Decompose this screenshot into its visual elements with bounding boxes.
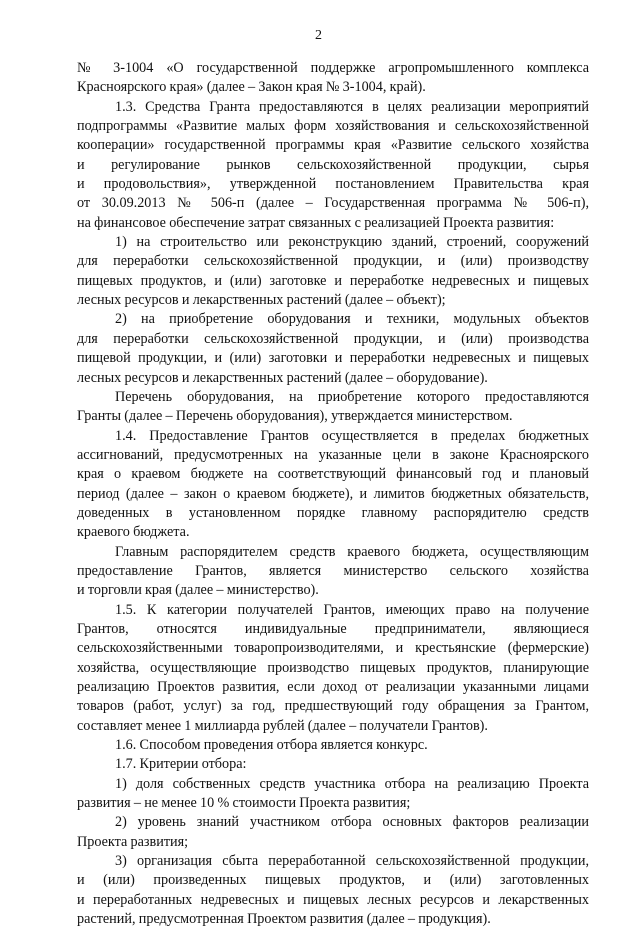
text-line: кооперации» государственной программы края «Развитие сельского хозяйства <box>77 137 589 154</box>
text-line: на финансовое обеспечение затрат связанных с реализацией Проекта развития: <box>77 214 555 231</box>
text-line: развития – не менее 10 % стоимости Проекта развития; <box>77 795 411 812</box>
text-line: 1.6. Способом проведения отбора является конкурс. <box>115 737 428 754</box>
text-line: хозяйства, осуществляющие производство пищевых продуктов, планирующие <box>77 659 589 676</box>
text-line: 1.4. Предоставление Грантов осуществляется в пределах бюджетных <box>115 427 589 444</box>
text-line: 3) организация сбыта переработанной сельскохозяйственной продукции, <box>115 853 589 870</box>
text-line: 2) уровень знаний участником отбора основных факторов реализации <box>115 814 589 831</box>
text-line: Перечень оборудования, на приобретение которого предоставляются <box>115 388 589 405</box>
text-line: для переработки сельскохозяйственной продукции, и (или) производства <box>77 330 589 347</box>
text-line: пищевой продукции, и (или) заготовки и переработки недревесных и пищевых <box>77 350 589 367</box>
text-line: доведенных в установленном порядке главному распорядителю средств <box>77 504 589 521</box>
page-number: 2 <box>315 28 322 43</box>
text-line: и регулирование рынков сельскохозяйственной продукции, сырья <box>77 156 589 173</box>
text-line: сельскохозяйственными товаропроизводителями, и крестьянские (фермерские) <box>77 640 589 657</box>
text-line: краевого бюджета. <box>77 524 190 541</box>
text-line: и переработанных недревесных и пищевых лесных ресурсов и лекарственных <box>77 891 589 908</box>
text-line: лесных ресурсов и лекарственных растений (далее – оборудование). <box>77 369 488 386</box>
text-line: 1.7. Критерии отбора: <box>115 756 247 773</box>
text-line: 1.5. К категории получателей Грантов, имеющих право на получение <box>115 601 589 618</box>
text-line: Проекта развития; <box>77 833 189 850</box>
text-line: Главным распорядителем средств краевого бюджета, осуществляющим <box>115 543 589 560</box>
text-line: реализацию Проектов развития, если доход от реализации указанными лицами <box>77 679 589 695</box>
text-line: пищевых продуктов, и (или) заготовке и переработке недревесных и пищевых <box>77 272 589 289</box>
text-line: и продовольствия», утвержденной постановлением Правительства края <box>77 176 589 193</box>
text-line: 1) доля собственных средств участника отбора на реализацию Проекта <box>115 775 589 792</box>
text-line: подпрограммы «Развитие малых форм хозяйствования и сельскохозяйственной <box>77 118 589 135</box>
text-line: период (далее – закон о краевом бюджете), и лимитов бюджетных обязательств, <box>77 485 589 502</box>
text-line: Грантов, относятся индивидуальные предприниматели, являющиеся <box>77 620 589 637</box>
text-line: и торговли края (далее – министерство). <box>77 582 319 599</box>
text-line: края о краевом бюджете на соответствующий финансовый год и плановый <box>77 466 589 483</box>
text-line: Красноярского края» (далее – Закон края № 3-1004, край). <box>77 79 426 96</box>
text-line: товаров (работ, услуг) за год, предшествующий году обращения за Грантом, <box>77 698 589 715</box>
text-line: 1) на строительство или реконструкцию зданий, строений, сооружений <box>115 234 589 251</box>
text-line: 1.3. Средства Гранта предоставляются в целях реализации мероприятий <box>115 98 589 115</box>
text-line: 2) на приобретение оборудования и техники, модульных объектов <box>115 311 589 328</box>
text-line: лесных ресурсов и лекарственных растений (далее – объект); <box>77 292 446 309</box>
text-line: предоставление Грантов, является министерство сельского хозяйства <box>77 562 589 579</box>
text-line: составляет менее 1 миллиарда рублей (далее – получатели Грантов). <box>77 717 488 734</box>
text-line: № 3-1004 «О государственной поддержке агропромышленного комплекса <box>77 60 589 76</box>
text-line: от 30.09.2013 № 506-п (далее – Государственная программа № 506-п), <box>77 195 589 212</box>
text-line: и (или) произведенных пищевых продуктов, и (или) заготовленных <box>77 872 589 889</box>
text-line: растений, предусмотренная Проектом развития (далее – продукция). <box>77 911 491 928</box>
document-body <box>77 59 589 929</box>
text-line: Гранты (далее – Перечень оборудования), утверждается министерством. <box>77 408 513 425</box>
text-line: ассигнований, предусмотренных на указанные цели в законе Красноярского <box>77 446 589 463</box>
text-line: для переработки сельскохозяйственной продукции, и (или) производству <box>77 253 589 270</box>
